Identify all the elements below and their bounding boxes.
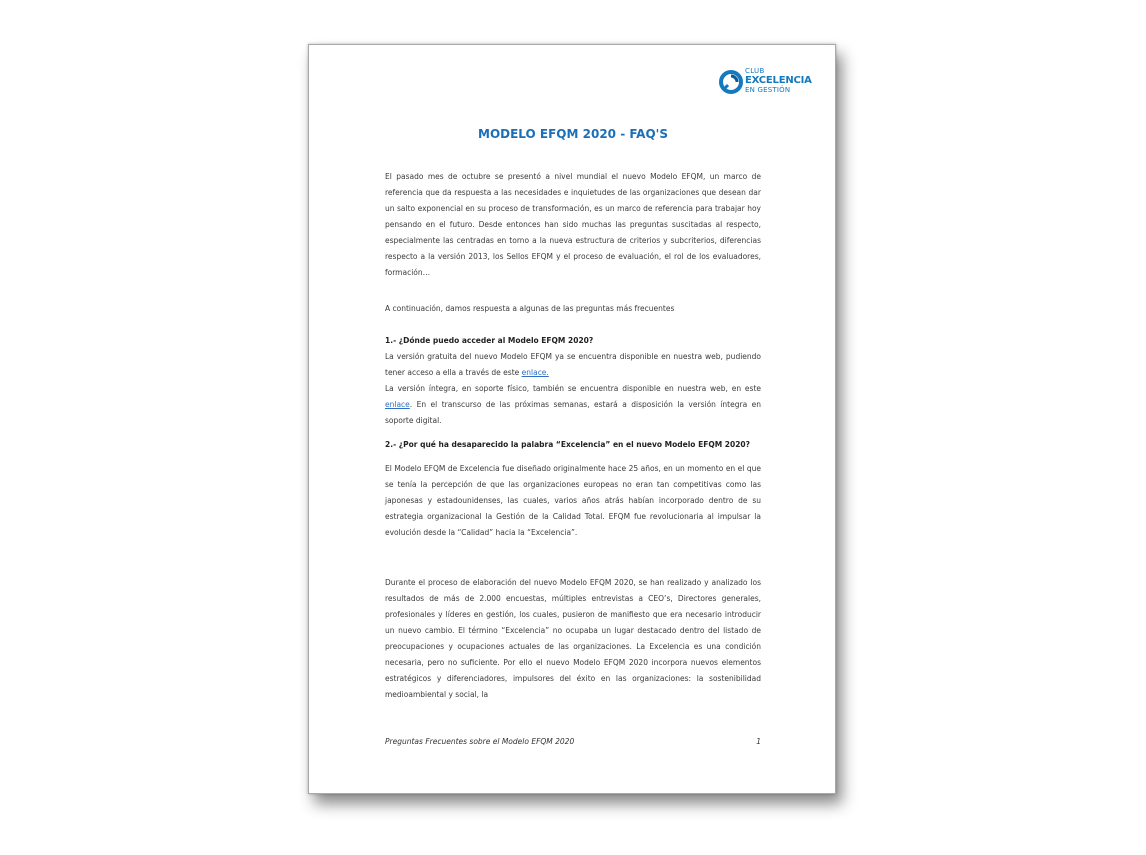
logo-line-club: CLUB xyxy=(745,67,765,75)
club-excelencia-logo xyxy=(719,67,829,97)
answer-1-text-1: La versión gratuita del nuevo Modelo EFQM ya se encuentra disponible en nuestra web, pudiendo tener acceso a ella a través de este xyxy=(385,352,761,377)
question-2-heading: 2.- ¿Por qué ha desaparecido la palabra “Excelencia” en el nuevo Modelo EFQM 2020? xyxy=(385,440,750,449)
document-page xyxy=(308,44,836,794)
full-version-link[interactable]: enlace xyxy=(385,400,410,409)
free-version-link[interactable]: enlace. xyxy=(521,368,549,377)
intro-paragraph: El pasado mes de octubre se presentó a nivel mundial el nuevo Modelo EFQM, un marco de referencia que da respuesta a las necesidades e inquietudes de las organizaciones que desean dar un salto exponencial en su proceso de transformación, es un marco de referencia para trabajar hoy pensando en el futuro. Desde entonces han sido muchas las preguntas suscitadas al respecto, especialmente las centradas en torno a la nueva estructura de criterios y subcriterios, diferencias respecto a la versión 2013, los Sellos EFQM y el proceso de evaluación, el rol de los evaluadores, formación… xyxy=(385,172,761,277)
document-title: MODELO EFQM 2020 - FAQ'S xyxy=(478,127,668,141)
answer-2-paragraph-2: Durante el proceso de elaboración del nuevo Modelo EFQM 2020, se han realizado y analizado los resultados de más de 2.000 encuestas, múltiples entrevistas a CEO’s, Directores generales, profesionales y líderes en gestión, los cuales, pusieron de manifiesto que era necesario introducir un nuevo cambio. El término “Excelencia” no ocupaba un lugar destacado dentro del listado de preocupaciones y ocupaciones actuales de las organizaciones. La Excelencia es una condición necesaria, pero no suficiente. Por ello el nuevo Modelo EFQM 2020 incorpora nuevos elementos estratégicos y diferenciadores, impulsores del éxito en las organizaciones: la sostenibilidad medioambiental y social, la xyxy=(385,578,761,699)
answer-1-paragraph-2 xyxy=(385,381,761,429)
answer-1-text-2: La versión íntegra, en soporte físico, también se encuentra disponible en nuestra web, en este xyxy=(385,384,761,393)
question-1-heading: 1.- ¿Dónde puedo acceder al Modelo EFQM 2020? xyxy=(385,336,594,345)
answer-1-paragraph-1 xyxy=(385,349,761,381)
page-number: 1 xyxy=(756,737,761,746)
answer-2-paragraph-1: El Modelo EFQM de Excelencia fue diseñado originalmente hace 25 años, en un momento en el que se tenía la percepción de que las organizaciones europeas no eran tan competitivas como las japonesas y estadounidenses, las cuales, varios años atrás habían incorporado dentro de su estrategia organizacional la Gestión de la Calidad Total. EFQM fue revolucionaria al impulsar la evolución desde la “Calidad” hacia la “Excelencia”. xyxy=(385,464,761,537)
logo-swirl-icon xyxy=(719,70,743,94)
lead-paragraph: A continuación, damos respuesta a algunas de las preguntas más frecuentes xyxy=(385,304,675,313)
footer-title: Preguntas Frecuentes sobre el Modelo EFQM 2020 xyxy=(385,737,575,746)
page-footer xyxy=(385,737,761,746)
logo-line-excelencia: EXCELENCIA xyxy=(745,75,812,86)
answer-1-text-3: . En el transcurso de las próximas semanas, estará a disposición la versión íntegra en soporte digital. xyxy=(385,400,761,425)
logo-line-gestion: EN GESTIÓN xyxy=(745,86,791,94)
